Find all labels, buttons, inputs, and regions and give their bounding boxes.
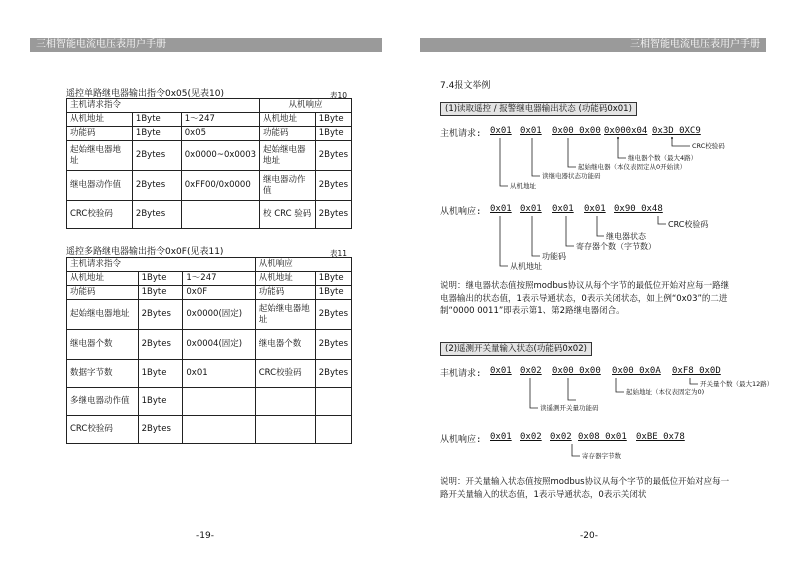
table10-caption: 遥控单路继电器输出指令0x05(见表10): [66, 89, 224, 99]
table-cell: 从机地址: [255, 272, 315, 286]
table-cell: 2Bytes: [138, 300, 183, 330]
ex2-resp-byte: 0x02: [550, 432, 572, 442]
table-cell: 功能码: [260, 127, 316, 141]
table-cell: 校 CRC 验码: [260, 201, 316, 229]
ex1-resp-byte: 0x01: [490, 204, 512, 214]
ex2-resp-byte: 0xBE 0x78: [636, 432, 685, 442]
table-cell: 起始继电器地址: [67, 300, 139, 330]
table-cell: 多继电器动作值: [67, 388, 139, 416]
table-cell: 1Byte: [132, 113, 181, 127]
ex2-note: 说明：开关量输入状态值按照modbus协议从每个字节的最低位开始对应每一路开关量输入的状态值，1表示导通状态，0表示关闭状: [440, 477, 730, 500]
ex2-req-byte: 0x01: [490, 366, 512, 376]
ex1-req-byte: 0x01: [520, 126, 542, 136]
table-cell: CRC校验码: [255, 360, 315, 388]
table-cell: 0xFF00/0x0000: [181, 171, 259, 201]
ex2-resp-annotation: 寄存器字节数: [582, 452, 621, 460]
table-cell: 0x0004(固定): [183, 330, 255, 360]
ex1-note: 说明：继电器状态值按照modbus协议从每个字节的最低位开始对应每一路继电器输出的状态值，1表示导通状态，0表示关闭状态，如上例“0x03”的二进制“0000 0011”即表示第1、第2路继电器闭合。: [440, 281, 730, 316]
table-cell: 1Byte: [132, 127, 181, 141]
table-cell: 1Byte: [315, 127, 351, 141]
table-cell: 1Byte: [315, 286, 351, 300]
table-cell: 继电器个数: [255, 330, 315, 360]
ex1-resp-byte: 0x01: [552, 204, 574, 214]
table-cell: 2Bytes: [315, 141, 351, 171]
ex2-request-label: 丰机请求:: [440, 369, 482, 379]
section-title: 7.4报文举例: [440, 81, 491, 91]
ex1-resp-annotation: 寄存器个数（字节数）: [576, 242, 656, 251]
table-cell: 2Bytes: [315, 330, 351, 360]
ex2-response-label: 从机响应:: [440, 435, 482, 445]
table-cell: CRC校验码: [67, 416, 139, 444]
table-cell: 功能码: [67, 286, 139, 300]
table-cell: 0x01: [183, 360, 255, 388]
table-cell: 2Bytes: [315, 201, 351, 229]
table-cell: 1Byte: [138, 360, 183, 388]
ex1-req-annotation: CRC校验码: [692, 142, 725, 150]
page-number-right: -20-: [580, 531, 598, 541]
table-cell: 1～247: [181, 113, 259, 127]
table-cell: 1Byte: [138, 388, 183, 416]
table-cell: 2Bytes: [138, 330, 183, 360]
ex1-resp-byte: 0x01: [520, 204, 542, 214]
table-cell: 1Byte: [315, 272, 351, 286]
ex1-resp-annotation: 从机地址: [510, 262, 542, 271]
ex1-req-annotation: 继电器个数（最大4路）: [628, 154, 698, 162]
table-cell: 1～247: [183, 272, 255, 286]
table-cell: 1Byte: [138, 272, 183, 286]
table-cell: 起始继电器地址: [67, 141, 133, 171]
ex1-req-byte: 0x000x04: [604, 126, 648, 136]
master-request-header: 主机请求指令: [67, 99, 260, 113]
table-cell: 起始继电器地址: [255, 300, 315, 330]
table11-number: 表11: [330, 249, 348, 258]
table-cell: 0x0000~0x0003: [181, 141, 259, 171]
table-cell: 数据字节数: [67, 360, 139, 388]
ex2-req-annotation: 开关量个数（最大12路）: [700, 380, 774, 388]
table-cell: 继电器个数: [67, 330, 139, 360]
table-cell: 2Bytes: [138, 416, 183, 444]
ex2-req-annotation: 读遥测开关量功能码: [540, 404, 599, 412]
ex1-resp-annotation: 继电器状态: [606, 232, 646, 241]
table-cell: 0x0000(固定): [183, 300, 255, 330]
ex1-resp-annotation: CRC校验码: [668, 220, 709, 229]
ex1-req-byte: 0x3D 0XC9: [652, 126, 701, 136]
master-request-header: 主机请求指令: [67, 258, 256, 272]
ex2-resp-byte: 0x08 0x01: [578, 432, 627, 442]
ex1-req-byte: 0x01: [490, 126, 512, 136]
ex1-req-annotation: 读继电器状态功能码: [542, 172, 601, 180]
ex1-req-annotation: 从机地址: [510, 182, 536, 190]
ex1-resp-byte: 0x90 0x48: [614, 204, 663, 214]
table-cell: 功能码: [67, 127, 133, 141]
example1-title-box: (1)读取遥控 / 报警继电器输出状态 (功能码0x01): [440, 102, 637, 116]
ex2-req-byte: 0x00 0x0A: [612, 366, 661, 376]
ex1-request-label: 主机请求:: [440, 129, 482, 139]
example2-title-box: (2)遥测开关量输入状态(功能码0x02): [440, 342, 592, 356]
table-cell: 起始继电器地址: [260, 141, 316, 171]
table10-number: 表10: [330, 91, 348, 100]
table-cell: 功能码: [255, 286, 315, 300]
slave-response-header: 从机响应: [255, 258, 351, 272]
table-cell: 继电器动作值: [260, 171, 316, 201]
ex2-resp-byte: 0x01: [490, 432, 512, 442]
right-page-header: 三相智能电流电压表用户手册: [420, 38, 766, 52]
table-cell: 从机地址: [67, 272, 139, 286]
ex1-req-byte: 0x00 0x00: [552, 126, 601, 136]
table-cell: 1Byte: [138, 286, 183, 300]
ex2-req-annotation: 起始地址（本仪表固定为0): [626, 388, 705, 396]
table-cell: 2Bytes: [315, 360, 351, 388]
table-cell: 从机地址: [260, 113, 316, 127]
table-cell: 继电器动作值: [67, 171, 133, 201]
ex2-resp-byte: 0x02: [520, 432, 542, 442]
table11-caption: 遥控多路继电器输出指令0x0F(见表11): [66, 247, 224, 257]
ex1-resp-annotation: 功能码: [542, 252, 566, 261]
ex1-req-annotation: 起始继电器（本仪表固定从0开始读）: [578, 163, 687, 171]
table-cell: 2Bytes: [315, 300, 351, 330]
page-number-left: -19-: [196, 531, 214, 541]
ex1-resp-byte: 0x01: [584, 204, 606, 214]
table-cell: 从机地址: [67, 113, 133, 127]
table-cell: 2Bytes: [315, 171, 351, 201]
table-cell: CRC校验码: [67, 201, 133, 229]
table-cell: 2Bytes: [132, 141, 181, 171]
table-cell: 2Bytes: [132, 171, 181, 201]
table-cell: 2Bytes: [132, 201, 181, 229]
ex2-req-byte: 0x00 0x00: [552, 366, 601, 376]
left-page-header: 三相智能电流电压表用户手册: [30, 38, 382, 52]
ex2-req-byte: 0x02: [520, 366, 542, 376]
table-cell: 0x0F: [183, 286, 255, 300]
slave-response-header: 从机响应: [260, 99, 352, 113]
ex1-response-label: 从机响应:: [440, 207, 482, 217]
table-cell: 1Byte: [315, 113, 351, 127]
table-cell: 0x05: [181, 127, 259, 141]
ex2-req-byte: 0xF8 0x0D: [672, 366, 721, 376]
